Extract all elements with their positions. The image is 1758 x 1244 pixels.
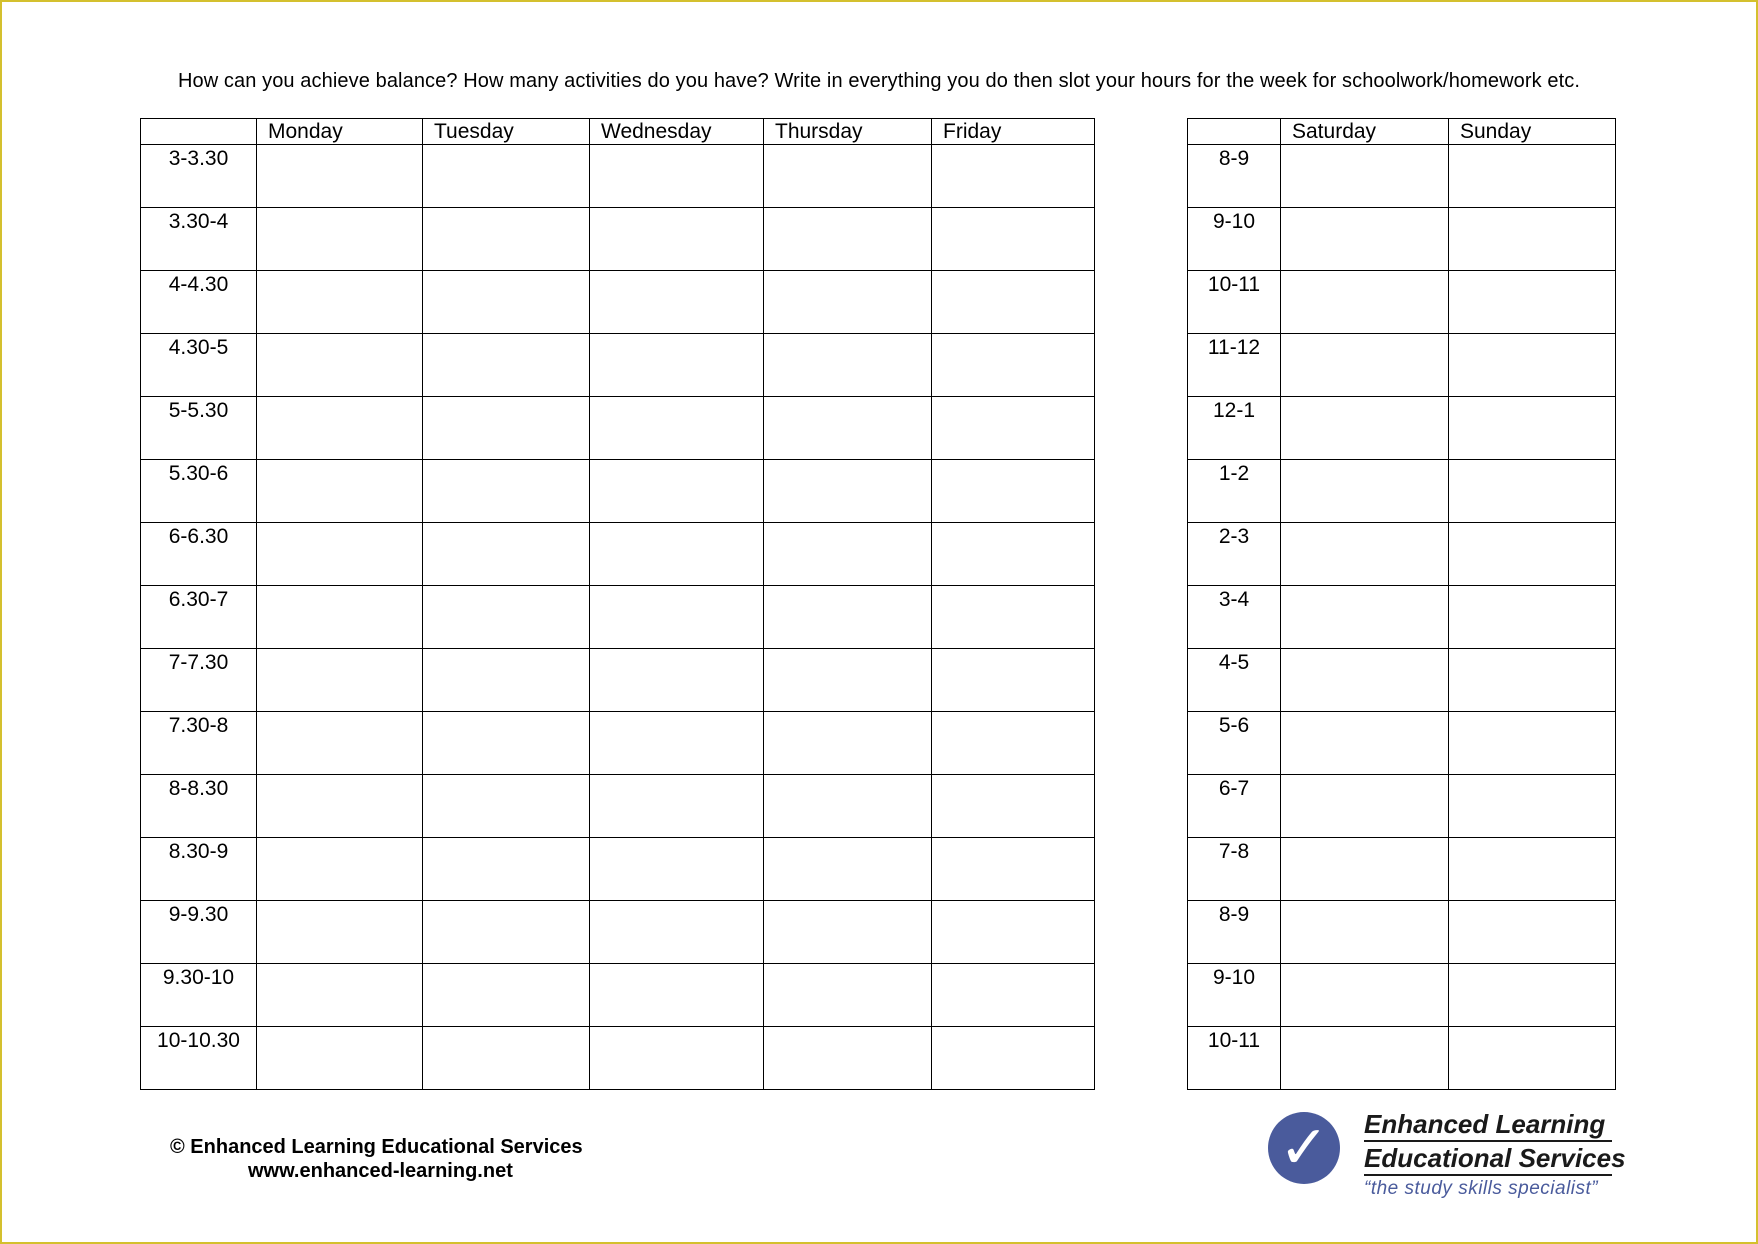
schedule-cell-saturday[interactable] [1281, 901, 1449, 964]
schedule-row [1188, 964, 1616, 1027]
schedule-cell-tuesday[interactable] [423, 964, 590, 1027]
schedule-cell-friday[interactable] [932, 901, 1095, 964]
schedule-cell-saturday[interactable] [1281, 523, 1449, 586]
schedule-cell-friday[interactable] [932, 208, 1095, 271]
schedule-cell-tuesday[interactable] [423, 901, 590, 964]
schedule-cell-wednesday[interactable] [590, 838, 764, 901]
copyright-block [170, 1135, 583, 1183]
schedule-cell-wednesday[interactable] [590, 334, 764, 397]
schedule-cell-tuesday[interactable] [423, 1027, 590, 1090]
time-slot-label: 3-3.30 [141, 145, 257, 208]
logo-tagline: “the study skills specialist” [1364, 1178, 1599, 1199]
schedule-cell-sunday[interactable] [1449, 586, 1616, 649]
schedule-row [141, 145, 1095, 208]
schedule-cell-tuesday[interactable] [423, 208, 590, 271]
schedule-cell-monday[interactable] [257, 1027, 423, 1090]
schedule-cell-sunday[interactable] [1449, 145, 1616, 208]
schedule-cell-tuesday[interactable] [423, 712, 590, 775]
day-header: Monday [257, 119, 423, 145]
schedule-cell-friday[interactable] [932, 775, 1095, 838]
schedule-row [141, 901, 1095, 964]
schedule-cell-tuesday[interactable] [423, 271, 590, 334]
schedule-cell-saturday[interactable] [1281, 397, 1449, 460]
schedule-cell-monday[interactable] [257, 649, 423, 712]
weekend-schedule-table [1187, 118, 1616, 1090]
time-slot-label: 8.30-9 [141, 838, 257, 901]
time-slot-label: 9.30-10 [141, 964, 257, 1027]
schedule-row [1188, 208, 1616, 271]
schedule-cell-thursday[interactable] [764, 712, 932, 775]
schedule-cell-thursday[interactable] [764, 964, 932, 1027]
schedule-cell-friday[interactable] [932, 712, 1095, 775]
schedule-cell-tuesday[interactable] [423, 775, 590, 838]
schedule-cell-friday[interactable] [932, 523, 1095, 586]
weekend-header-row [1188, 119, 1616, 145]
schedule-cell-saturday[interactable] [1281, 964, 1449, 1027]
time-slot-label: 4.30-5 [141, 334, 257, 397]
schedule-cell-monday[interactable] [257, 271, 423, 334]
schedule-cell-monday[interactable] [257, 775, 423, 838]
time-slot-label: 7.30-8 [141, 712, 257, 775]
schedule-cell-wednesday[interactable] [590, 1027, 764, 1090]
schedule-cell-thursday[interactable] [764, 271, 932, 334]
schedule-cell-tuesday[interactable] [423, 838, 590, 901]
schedule-row [141, 208, 1095, 271]
schedule-cell-monday[interactable] [257, 334, 423, 397]
schedule-cell-wednesday[interactable] [590, 460, 764, 523]
schedule-cell-wednesday[interactable] [590, 901, 764, 964]
schedule-cell-monday[interactable] [257, 460, 423, 523]
instructions-text: How can you achieve balance? How many activities do you have? Write in everything you do then slot your hours for the week for schoolwork/homework etc. [177, 70, 1581, 92]
time-slot-label: 3.30-4 [141, 208, 257, 271]
time-slot-label: 7-8 [1188, 838, 1281, 901]
schedule-row [1188, 1027, 1616, 1090]
time-slot-label: 9-10 [1188, 964, 1281, 1027]
schedule-cell-wednesday[interactable] [590, 649, 764, 712]
time-slot-label: 6.30-7 [141, 586, 257, 649]
time-slot-label: 2-3 [1188, 523, 1281, 586]
copyright-text: © Enhanced Learning Educational Services [170, 1136, 583, 1158]
schedule-cell-saturday[interactable] [1281, 649, 1449, 712]
schedule-cell-thursday[interactable] [764, 523, 932, 586]
schedule-row [141, 271, 1095, 334]
schedule-cell-saturday[interactable] [1281, 460, 1449, 523]
schedule-cell-friday[interactable] [932, 334, 1095, 397]
schedule-cell-sunday[interactable] [1449, 334, 1616, 397]
weekday-header-row [141, 119, 1095, 145]
time-slot-label: 8-9 [1188, 901, 1281, 964]
schedule-cell-monday[interactable] [257, 712, 423, 775]
schedule-cell-wednesday[interactable] [590, 712, 764, 775]
schedule-row [1188, 838, 1616, 901]
schedule-cell-thursday[interactable] [764, 838, 932, 901]
time-slot-label: 4-4.30 [141, 271, 257, 334]
logo-name-line2: Educational Services [1364, 1142, 1612, 1176]
schedule-cell-thursday[interactable] [764, 775, 932, 838]
schedule-cell-friday[interactable] [932, 838, 1095, 901]
schedule-cell-thursday[interactable] [764, 901, 932, 964]
time-slot-label: 9-9.30 [141, 901, 257, 964]
schedule-row [1188, 586, 1616, 649]
schedule-row [1188, 775, 1616, 838]
time-slot-label: 10-11 [1188, 1027, 1281, 1090]
day-header: Thursday [764, 119, 932, 145]
schedule-cell-thursday[interactable] [764, 208, 932, 271]
time-slot-label: 8-8.30 [141, 775, 257, 838]
schedule-row [1188, 523, 1616, 586]
schedule-cell-tuesday[interactable] [423, 649, 590, 712]
schedule-cell-tuesday[interactable] [423, 145, 590, 208]
schedule-row [1188, 460, 1616, 523]
schedule-row [141, 964, 1095, 1027]
schedule-cell-sunday[interactable] [1449, 523, 1616, 586]
schedule-row [141, 397, 1095, 460]
time-header-cell [1188, 119, 1281, 145]
schedule-cell-friday[interactable] [932, 964, 1095, 1027]
website-link[interactable]: www.enhanced-learning.net [248, 1160, 513, 1182]
schedule-cell-thursday[interactable] [764, 397, 932, 460]
schedule-cell-thursday[interactable] [764, 145, 932, 208]
schedule-cell-monday[interactable] [257, 901, 423, 964]
schedule-cell-thursday[interactable] [764, 460, 932, 523]
schedule-cell-sunday[interactable] [1449, 649, 1616, 712]
schedule-cell-sunday[interactable] [1449, 397, 1616, 460]
schedule-cell-sunday[interactable] [1449, 271, 1616, 334]
time-slot-label: 5-6 [1188, 712, 1281, 775]
schedule-cell-wednesday[interactable] [590, 397, 764, 460]
schedule-row [1188, 649, 1616, 712]
schedule-cell-saturday[interactable] [1281, 838, 1449, 901]
schedule-cell-sunday[interactable] [1449, 712, 1616, 775]
day-header: Wednesday [590, 119, 764, 145]
schedule-cell-saturday[interactable] [1281, 334, 1449, 397]
schedule-row [141, 838, 1095, 901]
schedule-cell-saturday[interactable] [1281, 775, 1449, 838]
time-slot-label: 11-12 [1188, 334, 1281, 397]
schedule-cell-monday[interactable] [257, 838, 423, 901]
time-slot-label: 4-5 [1188, 649, 1281, 712]
schedule-cell-sunday[interactable] [1449, 775, 1616, 838]
schedule-cell-sunday[interactable] [1449, 460, 1616, 523]
schedule-cell-wednesday[interactable] [590, 271, 764, 334]
schedule-cell-sunday[interactable] [1449, 1027, 1616, 1090]
schedule-row [141, 523, 1095, 586]
weekday-schedule-table [140, 118, 1095, 1090]
schedule-cell-tuesday[interactable] [423, 460, 590, 523]
schedule-row [1188, 901, 1616, 964]
schedule-cell-saturday[interactable] [1281, 586, 1449, 649]
day-header: Tuesday [423, 119, 590, 145]
schedule-cell-monday[interactable] [257, 523, 423, 586]
schedule-cell-friday[interactable] [932, 460, 1095, 523]
time-slot-label: 10-11 [1188, 271, 1281, 334]
time-slot-label: 12-1 [1188, 397, 1281, 460]
schedule-cell-monday[interactable] [257, 208, 423, 271]
schedule-cell-monday[interactable] [257, 586, 423, 649]
time-header-cell [141, 119, 257, 145]
schedule-cell-thursday[interactable] [764, 334, 932, 397]
schedule-cell-tuesday[interactable] [423, 397, 590, 460]
schedule-row [141, 712, 1095, 775]
schedule-cell-friday[interactable] [932, 586, 1095, 649]
schedule-row [141, 649, 1095, 712]
time-slot-label: 7-7.30 [141, 649, 257, 712]
time-slot-label: 6-6.30 [141, 523, 257, 586]
schedule-cell-friday[interactable] [932, 397, 1095, 460]
time-slot-label: 10-10.30 [141, 1027, 257, 1090]
time-slot-label: 5-5.30 [141, 397, 257, 460]
time-slot-label: 3-4 [1188, 586, 1281, 649]
schedule-cell-saturday[interactable] [1281, 208, 1449, 271]
schedule-cell-friday[interactable] [932, 271, 1095, 334]
schedule-cell-wednesday[interactable] [590, 586, 764, 649]
schedule-cell-wednesday[interactable] [590, 775, 764, 838]
schedule-row [141, 460, 1095, 523]
schedule-row [1188, 271, 1616, 334]
schedule-row [141, 334, 1095, 397]
logo-wordmark [1364, 1108, 1626, 1176]
schedule-cell-sunday[interactable] [1449, 838, 1616, 901]
schedule-cell-wednesday[interactable] [590, 145, 764, 208]
schedule-cell-wednesday[interactable] [590, 523, 764, 586]
schedule-cell-sunday[interactable] [1449, 208, 1616, 271]
schedule-row [1188, 145, 1616, 208]
day-header: Sunday [1449, 119, 1616, 145]
schedule-cell-thursday[interactable] [764, 586, 932, 649]
schedule-cell-saturday[interactable] [1281, 145, 1449, 208]
schedule-cell-tuesday[interactable] [423, 523, 590, 586]
schedule-cell-monday[interactable] [257, 964, 423, 1027]
time-slot-label: 1-2 [1188, 460, 1281, 523]
time-slot-label: 6-7 [1188, 775, 1281, 838]
schedule-row [141, 586, 1095, 649]
schedule-row [141, 775, 1095, 838]
schedule-cell-tuesday[interactable] [423, 334, 590, 397]
day-header: Saturday [1281, 119, 1449, 145]
time-slot-label: 8-9 [1188, 145, 1281, 208]
schedule-cell-saturday[interactable] [1281, 1027, 1449, 1090]
schedule-cell-monday[interactable] [257, 145, 423, 208]
schedule-cell-tuesday[interactable] [423, 586, 590, 649]
company-logo [1268, 1109, 1626, 1204]
schedule-row [1188, 397, 1616, 460]
logo-name-line1: Enhanced Learning [1364, 1108, 1612, 1142]
schedule-cell-saturday[interactable] [1281, 271, 1449, 334]
time-slot-label: 5.30-6 [141, 460, 257, 523]
schedule-cell-thursday[interactable] [764, 1027, 932, 1090]
schedule-cell-sunday[interactable] [1449, 901, 1616, 964]
schedule-cell-friday[interactable] [932, 1027, 1095, 1090]
schedule-row [1188, 334, 1616, 397]
schedule-cell-friday[interactable] [932, 649, 1095, 712]
schedule-cell-saturday[interactable] [1281, 712, 1449, 775]
schedule-row [1188, 712, 1616, 775]
schedule-cell-monday[interactable] [257, 397, 423, 460]
day-header: Friday [932, 119, 1095, 145]
schedule-cell-thursday[interactable] [764, 649, 932, 712]
checkmark-icon: ✓ [1268, 1112, 1340, 1184]
schedule-cell-wednesday[interactable] [590, 964, 764, 1027]
time-slot-label: 9-10 [1188, 208, 1281, 271]
schedule-cell-sunday[interactable] [1449, 964, 1616, 1027]
schedule-cell-friday[interactable] [932, 145, 1095, 208]
schedule-row [141, 1027, 1095, 1090]
schedule-cell-wednesday[interactable] [590, 208, 764, 271]
